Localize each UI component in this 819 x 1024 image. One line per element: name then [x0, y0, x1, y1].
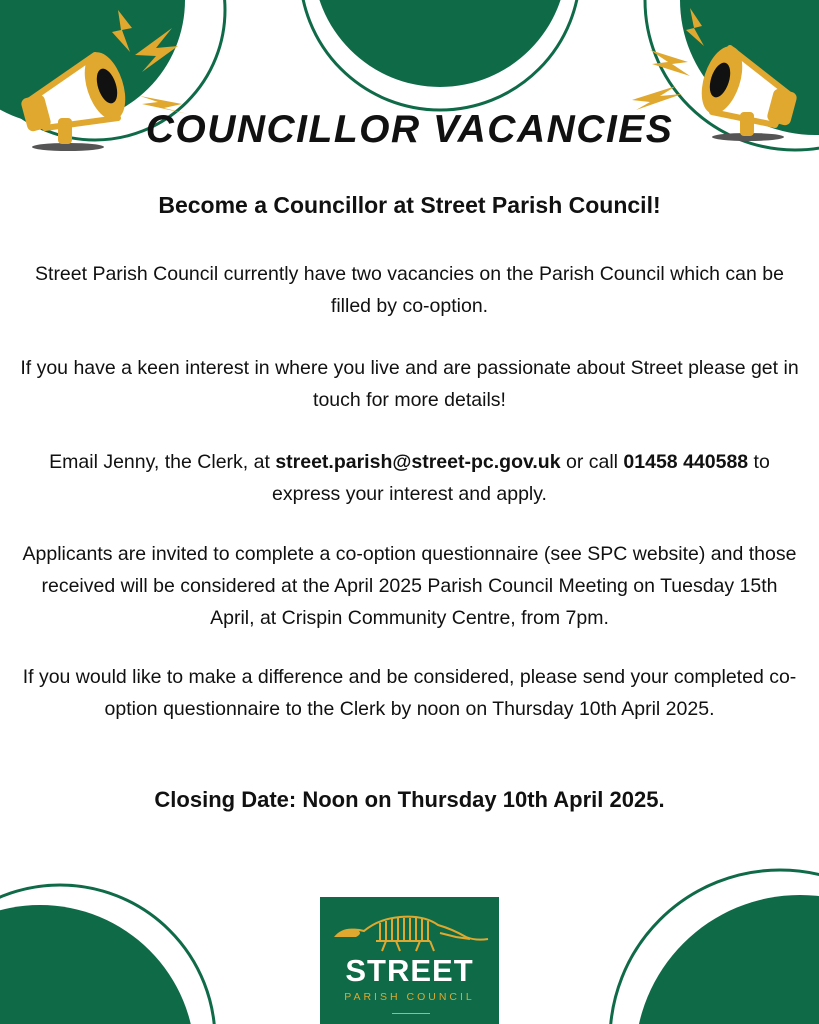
paragraph-contact [20, 446, 799, 510]
logo-divider [392, 1013, 430, 1014]
council-logo [320, 897, 499, 1024]
contact-middle: or call [560, 451, 624, 473]
paragraph-interest: If you have a keen interest in where you live and are passionate about Street please get in touch for more details! [20, 357, 799, 411]
closing-date: Closing Date: Noon on Thursday 10th April 2025. [154, 787, 665, 812]
email-link[interactable]: street.parish@street-pc.gov.uk [275, 451, 561, 473]
armadillo-fossil-icon [320, 897, 499, 957]
logo-name: STREET [345, 953, 474, 988]
contact-suffix: to express your interest and apply. [272, 451, 770, 505]
paragraph-submission: If you would like to make a difference and be considered, please send your completed co-option questionnaire to the Clerk by noon on Thursday 10th April 2025. [22, 666, 797, 720]
page-title: COUNCILLOR VACANCIES [145, 108, 674, 151]
phone-number[interactable]: 01458 440588 [623, 451, 749, 473]
paragraph-vacancies: Street Parish Council currently have two vacancies on the Parish Council which can be filled by co-option. [35, 263, 784, 317]
paragraph-applicants: Applicants are invited to complete a co-option questionnaire (see SPC website) and those received will be considered at the April 2025 Parish Council Meeting on Tuesday 15th April, at Crispin Community Centre, from 7pm. [22, 543, 797, 629]
lightning-bolt-icon [632, 8, 704, 110]
logo-subtitle: PARISH COUNCIL [344, 991, 475, 1003]
subtitle: Become a Councillor at Street Parish Council! [158, 192, 661, 218]
contact-prefix: Email Jenny, the Clerk, at [49, 451, 276, 473]
